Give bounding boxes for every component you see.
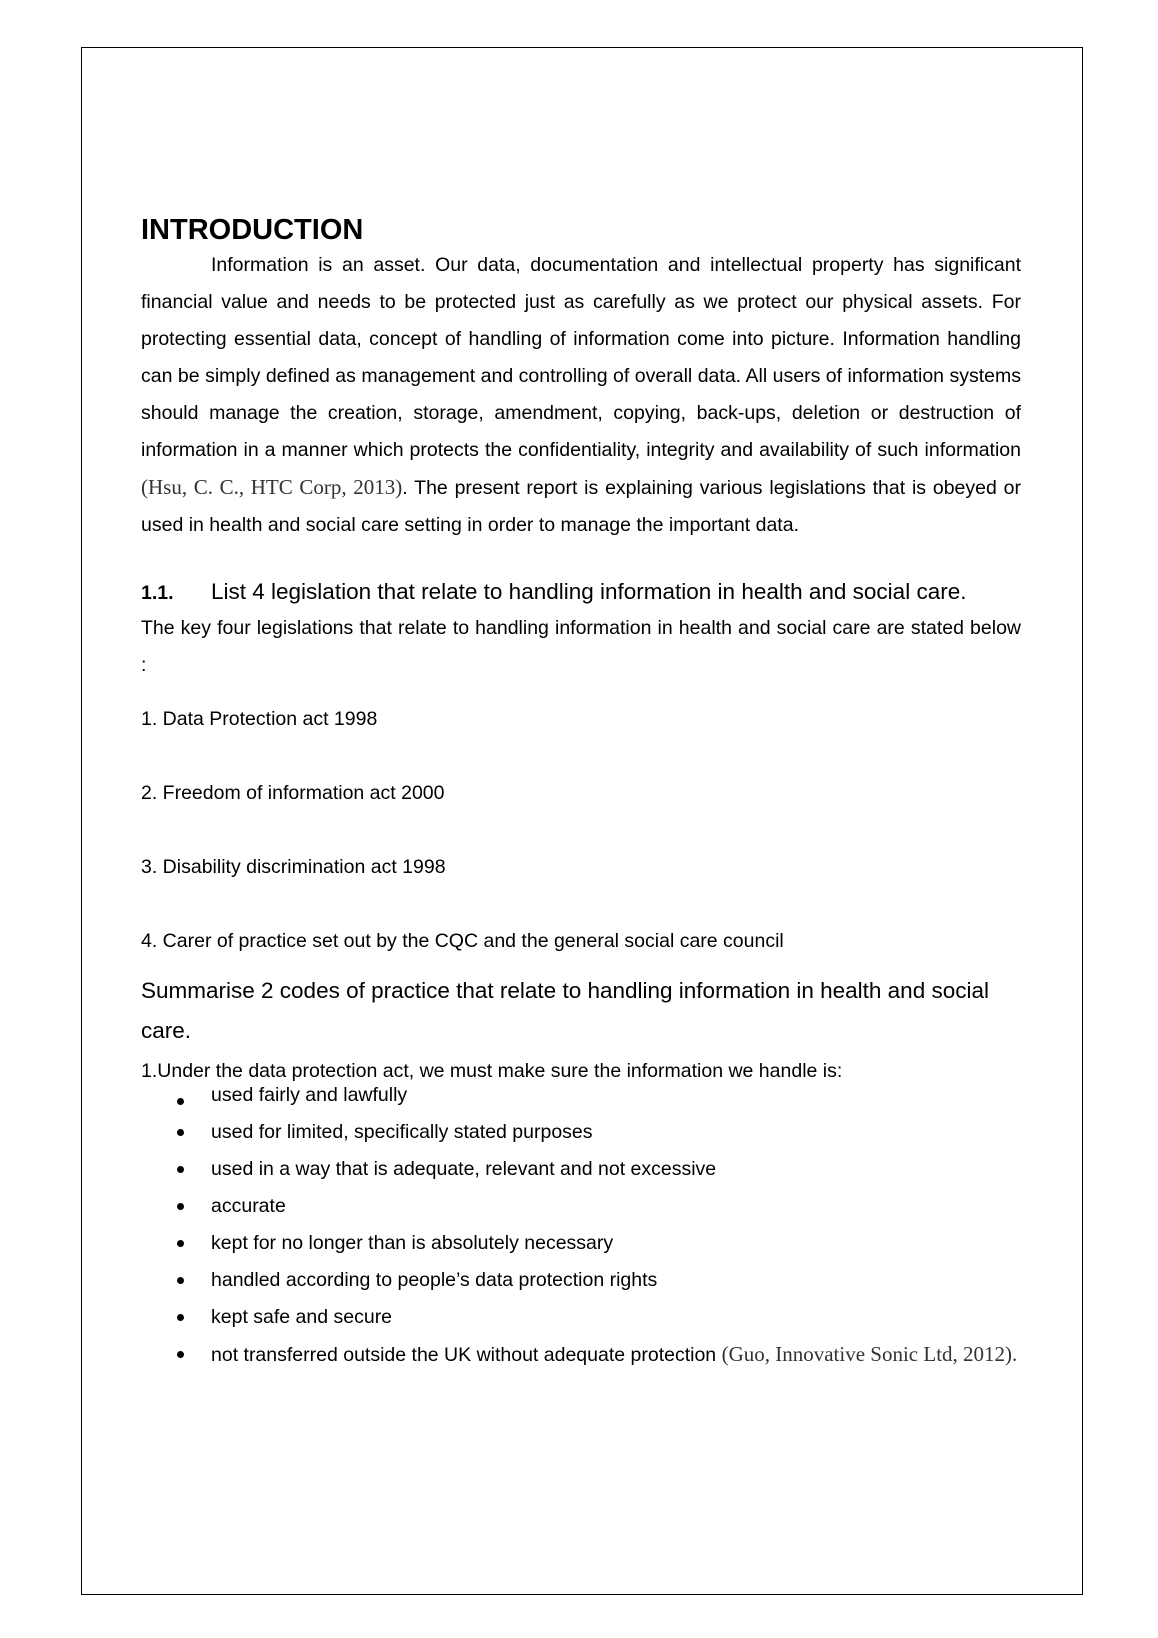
list-item	[211, 1225, 1021, 1262]
intro-text: Information is an asset. Our data, documentation and intellectual property has significant financial value and needs to be protected just as carefully as we protect our physical assets. For protecting essential data, concept of handling of information come into picture. Information handling can be simply defined as management and controlling of overall data. All users of information systems should manage the creation, storage, amendment, copying, back-ups, deletion or destruction of information in a manner which protects the confidentiality, integrity and availability of such information	[141, 254, 1021, 461]
section-1-1-heading	[141, 575, 1021, 610]
list-item-text: used fairly and lawfully	[211, 1084, 408, 1106]
list-item	[211, 1188, 1021, 1225]
legislation-item: 2. Freedom of information act 2000	[141, 782, 445, 804]
list-item	[211, 1336, 1021, 1374]
intro-citation: (Hsu, C. C., HTC Corp, 2013)	[141, 475, 403, 499]
list-item	[211, 1083, 1021, 1107]
data-protection-bullets	[141, 1083, 1021, 1374]
list-item	[211, 1262, 1021, 1299]
intro-heading: INTRODUCTION	[141, 214, 364, 246]
bullet-dot-icon	[177, 1277, 184, 1284]
list-item-text: used for limited, specifically stated purposes	[211, 1121, 593, 1143]
legislation-list	[141, 707, 1021, 953]
list-item	[211, 1299, 1021, 1336]
list-item-text: handled according to people’s data protection rights	[211, 1269, 658, 1291]
list-item-text: kept safe and secure	[211, 1306, 393, 1328]
list-item	[211, 1114, 1021, 1151]
legislation-item: 1. Data Protection act 1998	[141, 708, 378, 730]
bullet-dot-icon	[177, 1314, 184, 1321]
bullet-dot-icon	[177, 1240, 184, 1247]
bullet-dot-icon	[177, 1129, 184, 1136]
bullet-dot-icon	[177, 1351, 184, 1358]
codes-heading: Summarise 2 codes of practice that relate to handling information in health and social care.	[141, 978, 989, 1043]
list-item-text: not transferred outside the UK without adequate protection	[211, 1344, 722, 1366]
bullets-citation: (Guo, Innovative Sonic Ltd, 2012).	[721, 1342, 1018, 1366]
codes-intro-line: 1.Under the data protection act, we must make sure the information we handle is:	[141, 1060, 843, 1082]
intro-text-end: . The present report is explaining various legislations that is obeyed or used in health and social care setting in order to manage the important data.	[141, 477, 1021, 536]
section-lead: The key four legislations that relate to handling information in health and social care are stated below :	[141, 617, 1021, 676]
intro-paragraph	[141, 247, 1021, 544]
bullet-dot-icon	[177, 1098, 184, 1105]
legislation-item: 4. Carer of practice set out by the CQC and the general social care council	[141, 930, 784, 952]
section-title: List 4 legislation that relate to handling information in health and social care.	[211, 579, 967, 604]
list-item-text: accurate	[211, 1195, 286, 1217]
list-item-text: used in a way that is adequate, relevant and not excessive	[211, 1158, 717, 1180]
section-number: 1.1.	[141, 582, 174, 604]
list-item	[211, 1151, 1021, 1188]
document-body	[141, 213, 1021, 1374]
bullet-dot-icon	[177, 1166, 184, 1173]
bullet-dot-icon	[177, 1203, 184, 1210]
legislation-item: 3. Disability discrimination act 1998	[141, 856, 446, 878]
list-item-text: kept for no longer than is absolutely necessary	[211, 1232, 614, 1254]
